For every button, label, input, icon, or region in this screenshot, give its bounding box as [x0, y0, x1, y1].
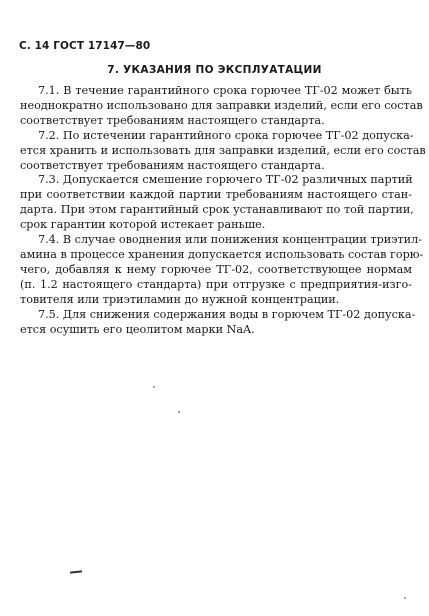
scan-speck: [178, 411, 180, 413]
text-line: 7.4. В случае оводнения или понижения концентрации триэтил-: [38, 233, 423, 247]
scan-speck: [153, 386, 155, 388]
text-line: ется осушить его цеолитом марки NaA.: [20, 322, 255, 336]
text-line: неоднократно использовано для заправки изделий, если его состав: [20, 98, 423, 112]
text-line: соответствует требованиям настоящего стандарта.: [20, 158, 325, 172]
paragraph-7-4: [20, 233, 424, 308]
scan-speck: [404, 597, 406, 599]
scan-dash: [70, 570, 82, 573]
text-line: 7.2. По истечении гарантийного срока горючее ТГ-02 допуска-: [38, 128, 414, 142]
paragraph-7-3: [20, 173, 412, 233]
text-line: 7.1. В течение гарантийного срока горючее ТГ-02 может быть: [38, 84, 412, 97]
page-header: С. 14 ГОСТ 17147—80: [19, 40, 151, 52]
text-line: амина в процессе хранения допускается использовать состав горю-: [20, 247, 424, 261]
text-line: при соответствии каждой партии требованиям настоящего стан-: [20, 188, 412, 202]
text-line: срок гарантии которой истекает раньше.: [20, 218, 266, 232]
text-line: ется хранить и использовать для заправки изделий, если его состав: [20, 143, 426, 157]
text-line: дарта. При этом гарантийный срок устанавливают по той партии,: [20, 203, 414, 217]
text-line: 7.5. Для снижения содержания воды в горючем ТГ-02 допуска-: [38, 307, 416, 321]
paragraph-7-5: [20, 307, 416, 338]
text-line: 7.3. Допускается смешение горючего ТГ-02 различных партий: [38, 173, 413, 187]
body-text: [20, 84, 426, 337]
paragraph-7-1: [20, 84, 423, 129]
section-title: 7. УКАЗАНИЯ ПО ЭКСПЛУАТАЦИИ: [107, 64, 322, 76]
text-line: чего, добавляя к нему горючее ТГ-02, соответствующее нормам: [20, 262, 412, 276]
text-line: товителя или триэтиламин до нужной концентрации.: [20, 292, 340, 306]
text-line: соответствует требованиям настоящего стандарта.: [20, 113, 325, 127]
paragraph-7-2: [20, 128, 426, 174]
text-line: (п. 1.2 настоящего стандарта) при отгрузке с предприятия-изго-: [20, 277, 412, 291]
